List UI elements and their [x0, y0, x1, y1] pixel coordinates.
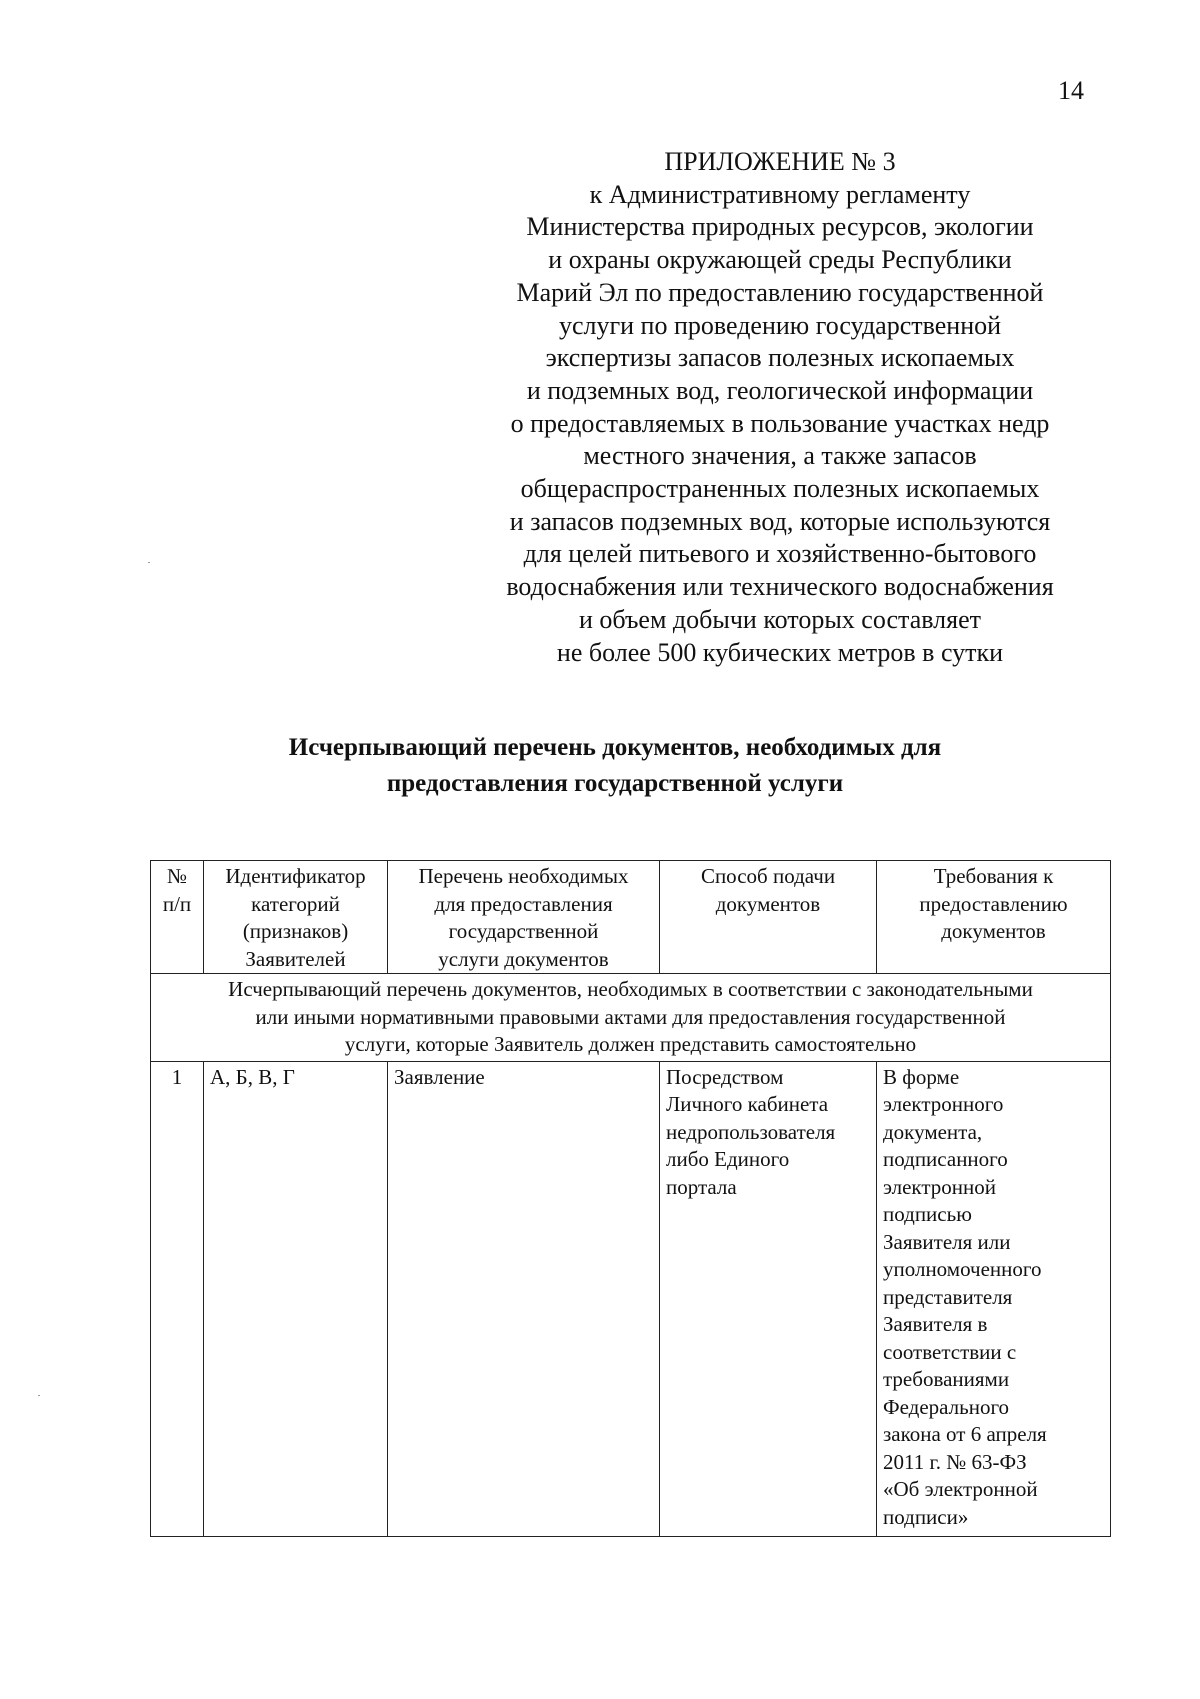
header-categories: Идентификатор категорий (признаков) Заявителей	[204, 861, 388, 974]
appendix-line: местного значения, а также запасов	[583, 441, 977, 471]
header-documents-list: Перечень необходимых для предоставления государственной услуги документов	[388, 861, 660, 974]
table-section-row	[151, 974, 1111, 1062]
document-title-line: Исчерпывающий перечень документов, необходимых для	[288, 734, 942, 761]
appendix-line: услуги по проведению государственной	[558, 310, 1002, 340]
scan-speck	[148, 562, 150, 563]
scan-speck	[38, 1395, 40, 1396]
appendix-line: общераспространенных полезных ископаемых	[520, 474, 1040, 504]
appendix-line: и подземных вод, геологической информации	[526, 375, 1034, 405]
documents-table	[150, 860, 1111, 1537]
page-number: 14	[1058, 76, 1084, 105]
appendix-line: и объем добычи которых составляет	[578, 604, 982, 634]
row-number: 1	[151, 1061, 204, 1536]
appendix-line: Министерства природных ресурсов, экологии	[526, 212, 1034, 242]
row-method: Посредством Личного кабинета недропользователя либо Единого портала	[660, 1061, 877, 1536]
section-heading: Исчерпывающий перечень документов, необходимых в соответствии с законодательными или иными нормативными правовыми актами для предоставления государственной услуги, которые Заявитель должен представить самостоятельно	[151, 974, 1111, 1062]
table-header-row	[151, 861, 1111, 974]
appendix-line: о предоставляемых в пользование участках недр	[510, 408, 1050, 438]
appendix-line: экспертизы запасов полезных ископаемых	[545, 343, 1015, 373]
document-title-line: предоставления государственной услуги	[386, 770, 844, 797]
appendix-line: к Административному регламенту	[589, 179, 971, 209]
document-title	[150, 730, 1080, 802]
appendix-line: водоснабжения или технического водоснабжения	[506, 572, 1054, 602]
row-requirements: В форме электронного документа, подписанного электронной подписью Заявителя или уполномоченного представителя Заявителя в соответствии с требованиями Федерального закона от 6 апреля 2011 г. № 63-ФЗ «Об электронной подписи»	[877, 1061, 1111, 1536]
row-document: Заявление	[388, 1061, 660, 1536]
appendix-header	[470, 146, 1090, 669]
header-submission-method: Способ подачи документов	[660, 861, 877, 974]
table-row	[151, 1061, 1111, 1536]
appendix-line: для целей питьевого и хозяйственно-бытового	[523, 539, 1037, 569]
appendix-line: ПРИЛОЖЕНИЕ № 3	[664, 147, 896, 176]
header-number: № п/п	[151, 861, 204, 974]
appendix-line: не более 500 кубических метров в сутки	[556, 637, 1004, 667]
appendix-line: и запасов подземных вод, которые используются	[509, 506, 1051, 536]
header-requirements: Требования к предоставлению документов	[877, 861, 1111, 974]
appendix-line: Марий Эл по предоставлению государственной	[516, 277, 1044, 307]
appendix-line: и охраны окружающей среды Республики	[548, 245, 1012, 275]
row-categories: А, Б, В, Г	[204, 1061, 388, 1536]
